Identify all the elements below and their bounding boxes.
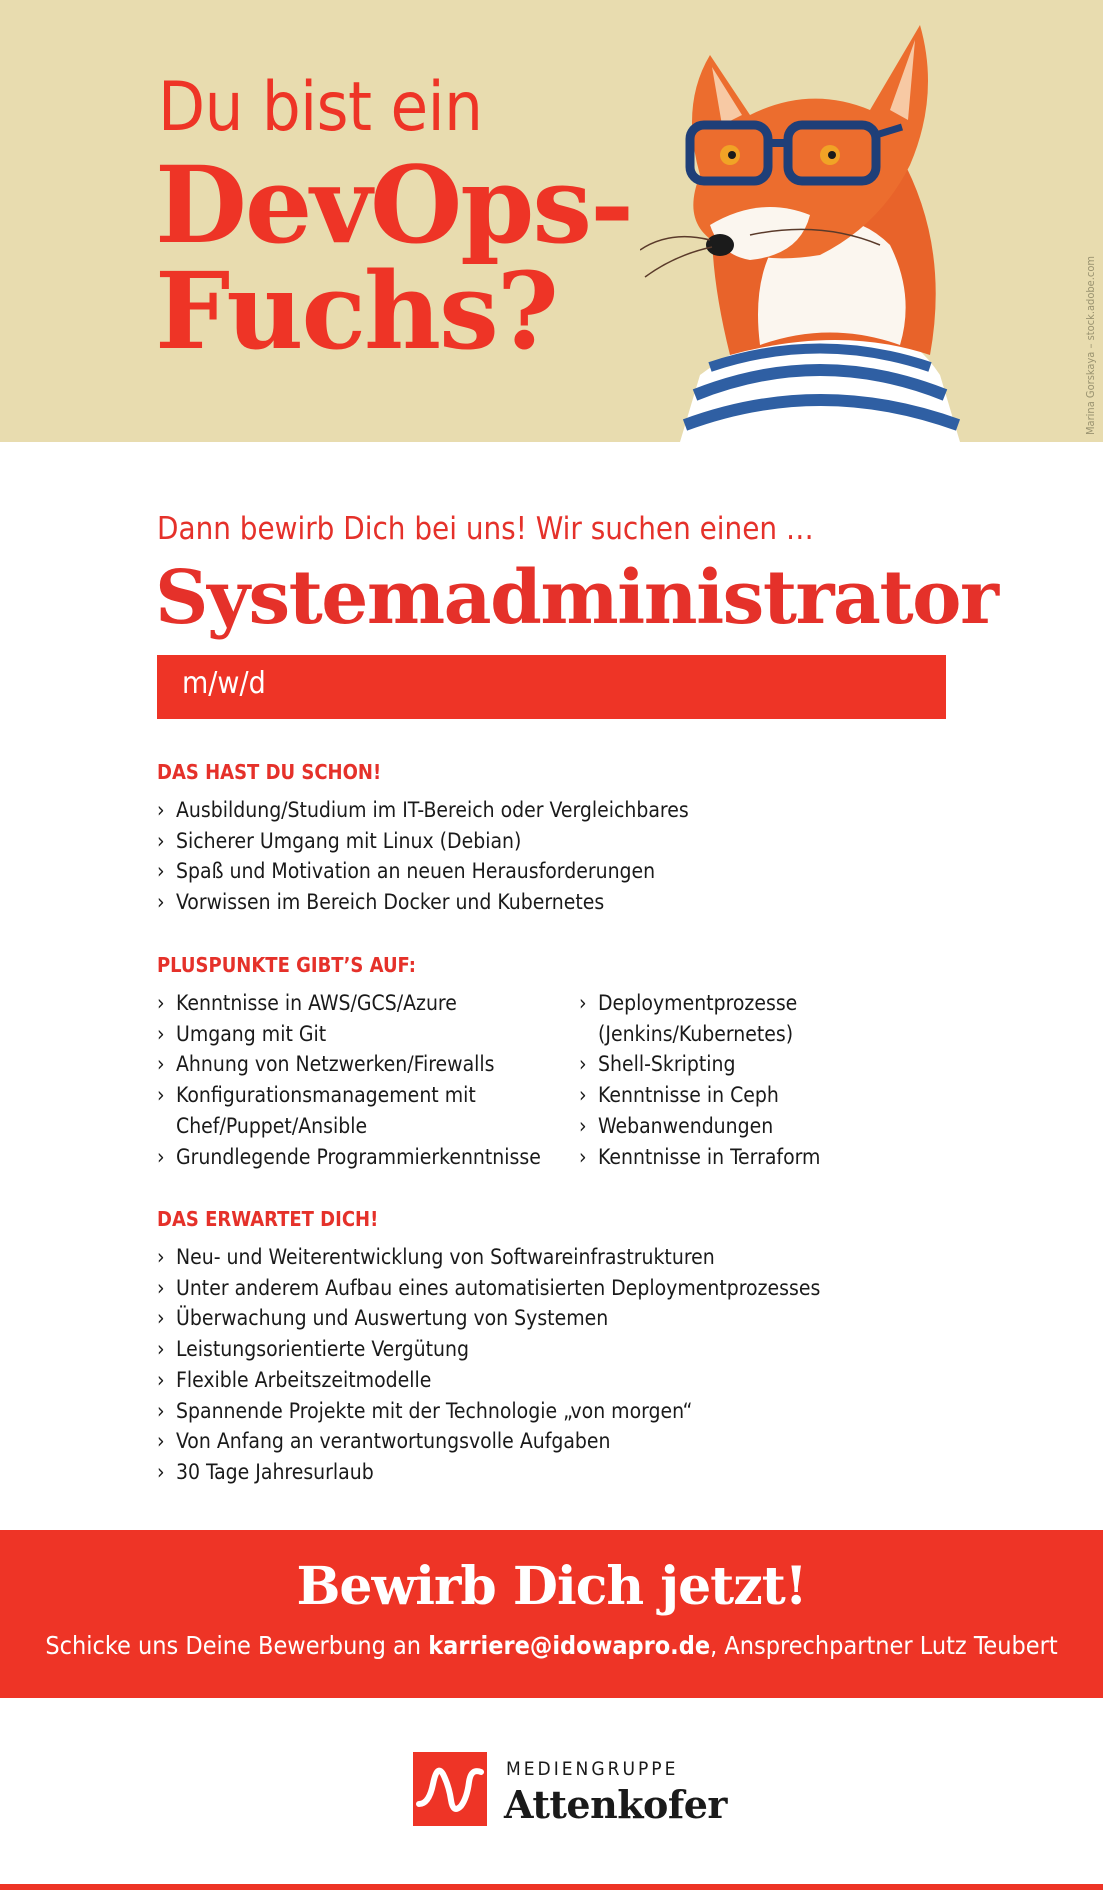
list-item: › Konfigurationsmanagement mit Chef/Puppet/Ansible [157, 1080, 557, 1141]
apply-text-after: , Ansprechpartner Lutz Teubert [710, 1631, 1058, 1660]
apply-title: Bewirb Dich jetzt! [296, 1556, 807, 1617]
bottom-accent-line [0, 1884, 1103, 1890]
photo-credit: Marina Gorskaya – stock.adobe.com [1084, 255, 1097, 435]
apply-text-before: Schicke uns Deine Bewerbung an [45, 1631, 429, 1660]
intro-text: Dann bewirb Dich bei uns! Wir suchen einen … [157, 511, 814, 547]
list-item: › Spannende Projekte mit der Technologie „von morgen“ [157, 1396, 957, 1427]
list-item: › Ahnung von Netzwerken/Firewalls [157, 1049, 557, 1080]
list-item: › Spaß und Motivation an neuen Herausforderungen [157, 856, 917, 887]
list-item: › 30 Tage Jahresurlaub [157, 1457, 957, 1488]
logo-text-top: MEDIENGRUPPE [506, 1758, 679, 1780]
company-logo [413, 1752, 727, 1828]
list-item: › Deploymentprozesse (Jenkins/Kubernetes) [579, 988, 909, 1049]
list-item: › Webanwendungen [579, 1111, 909, 1142]
list-item: › Umgang mit Git [157, 1019, 557, 1050]
list-item: › Leistungsorientierte Vergütung [157, 1334, 957, 1365]
list-item: › Kenntnisse in Ceph [579, 1080, 909, 1111]
section-heading-plus: PLUSPUNKTE GIBT’S AUF: [157, 953, 416, 977]
list-item: › Flexible Arbeitszeitmodelle [157, 1365, 957, 1396]
apply-email-link[interactable]: karriere@idowapro.de [428, 1631, 711, 1660]
wave-logo-icon [413, 1752, 487, 1826]
list-item: › Grundlegende Programmierkenntnisse [157, 1142, 557, 1173]
fox-illustration [640, 15, 1010, 442]
list-plus-left [157, 988, 557, 1172]
list-item: › Unter anderem Aufbau eines automatisierten Deploymentprozesses [157, 1273, 957, 1304]
list-have [157, 795, 917, 918]
list-item: › Sicherer Umgang mit Linux (Debian) [157, 826, 917, 857]
hero-title [155, 142, 633, 373]
section-heading-expect: DAS ERWARTET DICH! [157, 1207, 379, 1231]
list-item: › Von Anfang an verantwortungsvolle Aufgaben [157, 1426, 957, 1457]
list-expect [157, 1242, 957, 1488]
job-title: Systemadministrator [155, 555, 998, 641]
apply-text [0, 1631, 1103, 1660]
list-item: › Neu- und Weiterentwicklung von Softwareinfrastrukturen [157, 1242, 957, 1273]
hero-title-line1: DevOps- [155, 142, 633, 267]
logo-text-bottom: Attenkofer [504, 1782, 727, 1827]
hero-pretitle: Du bist ein [158, 68, 483, 147]
gender-bar [157, 655, 946, 719]
list-item: › Ausbildung/Studium im IT-Bereich oder Vergleichbares [157, 795, 917, 826]
list-item: › Überwachung und Auswertung von Systemen [157, 1303, 957, 1334]
list-item: › Vorwissen im Bereich Docker und Kubernetes [157, 887, 917, 918]
hero-banner [0, 0, 1103, 442]
list-item: › Shell-Skripting [579, 1049, 909, 1080]
section-heading-have: DAS HAST DU SCHON! [157, 760, 382, 784]
list-item: › Kenntnisse in Terraform [579, 1142, 909, 1173]
apply-banner [0, 1530, 1103, 1698]
hero-title-line2: Fuchs? [155, 248, 557, 373]
gender-label: m/w/d [182, 666, 266, 701]
list-item: › Kenntnisse in AWS/GCS/Azure [157, 988, 557, 1019]
list-plus-right [579, 988, 909, 1172]
